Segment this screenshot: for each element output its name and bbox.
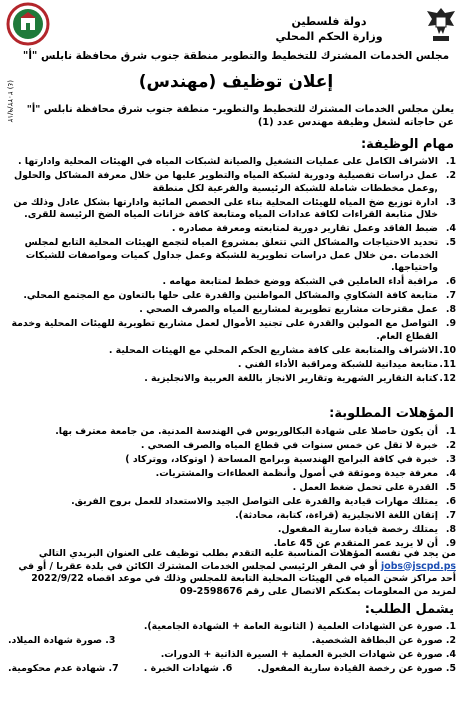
- qualifications-item: [8, 468, 456, 481]
- apply-text-before: من يجد في نفسه المؤهلات المناسبة عليه التقدم بطلب توظيف على العنوان البريدي التالي: [38, 548, 456, 559]
- item-number: 6.: [445, 496, 456, 507]
- requirement-item: 6. شهادات الخبرة .: [143, 663, 233, 674]
- duties-item: [8, 304, 456, 317]
- item-text: مراقبة أداء العاملين في الشبكة ووضع خطط لمتابعة مهامه .: [162, 276, 438, 287]
- apply-text-after: أو في المقر الرئيسي لمجلس الخدمات المشترك الكائن في بلدة عقربا / أو في أحد مراكز شحن المياه في الهيئات المحلية التابعة للمجلس وذلك في موعد اقصاه 2022/9/22 لمزيد من المعلومات يمكنكم الاتصال على رقم 2598676-09: [18, 560, 456, 597]
- duties-item: [8, 276, 456, 289]
- item-number: 4.: [445, 468, 456, 479]
- qualifications-item: [8, 524, 456, 537]
- requirement-item: 2. صورة عن البطاقة الشخصية.: [311, 635, 456, 646]
- requirement-item: 1. صورة عن الشهادات العلمية ( الثانوية العامة + الشهادة الجامعية).: [143, 621, 456, 632]
- qualifications-item: [8, 454, 456, 467]
- item-number: 7.: [445, 290, 456, 301]
- qualifications-heading: المؤهلات المطلوبة:: [329, 406, 454, 421]
- item-text: إتقان اللغة الانجليزية (قراءة، كتابة، محادثة).: [235, 510, 438, 521]
- requirement-row: [8, 649, 456, 660]
- announcement-title: إعلان توظيف (مهندس): [138, 72, 334, 92]
- qualifications-item: [8, 496, 456, 509]
- item-number: 4.: [445, 223, 456, 234]
- duties-item: [8, 156, 456, 169]
- item-number: 3.: [445, 454, 456, 465]
- item-number: 5.: [445, 482, 456, 493]
- item-number: 5.: [445, 237, 456, 248]
- item-number: 10.: [439, 344, 456, 356]
- item-text: الاشراف الكامل على عمليات التشغيل والصيانة لشبكات المياه في الهيئات المحلية وادارتها .: [17, 156, 438, 167]
- header: [254, 14, 404, 44]
- item-text: ادارة توزيع ضخ المياه للهيئات المحلية بناء على الحصص المائية وادارتها بشكل عادل وذلك من خلال متابعة القراءات لكافة عدادات المياه ومتابعة كافة خزانات المياه الضخ الرئيسة للقرى.: [13, 196, 438, 220]
- item-text: الاشراف والمتابعة على كافة مشاريع الحكم المحلي مع الهيئات المحلية .: [108, 344, 438, 356]
- item-number: 3.: [445, 196, 456, 208]
- duties-item: [8, 170, 456, 195]
- qualifications-item: [8, 426, 456, 439]
- item-number: 2.: [445, 440, 456, 451]
- duties-item: [8, 345, 456, 358]
- council-name: مجلس الخدمات المشترك للتخطيط والتطوير منطقة جنوب شرق محافظة نابلس "أ": [22, 50, 450, 62]
- requirement-row: [8, 621, 456, 632]
- item-number: 9.: [445, 318, 456, 329]
- requirement-item: 7. شهادة عدم محكومية.: [8, 663, 119, 674]
- duties-item: [8, 359, 456, 372]
- email-link[interactable]: jobs@jscpd.ps: [381, 560, 456, 572]
- requirement-row: [8, 663, 456, 674]
- requirement-item: 3. صورة شهادة الميلاد.: [8, 635, 116, 646]
- item-number: 7.: [445, 510, 456, 521]
- requirements-heading: يشمل الطلب:: [364, 602, 454, 617]
- duties-item: [8, 197, 456, 222]
- item-text: متابعة ميدانية للشبكة ومراقبة الأداء الفني .: [237, 358, 438, 370]
- duties-item: [8, 237, 456, 275]
- item-number: 1.: [445, 426, 456, 437]
- item-text: عمل دراسات تفصيلية ودورية لشبكة المياه والتطوير عليها من خلال معرفة المشاكل والحلول ,وعمل مخططات شاملة للشبكة الرئيسية والفرعية لكل منطقة: [13, 170, 438, 194]
- palestine-eagle-emblem: [424, 4, 458, 44]
- item-number: 8.: [445, 304, 456, 315]
- item-text: عمل مقترحات مشاريع تطويرية لمشاريع المياه والصرف الصحي .: [139, 304, 438, 315]
- duties-heading: مهام الوظيفة:: [360, 137, 454, 152]
- duties-item: [8, 318, 456, 343]
- item-number: 2.: [445, 170, 456, 181]
- item-number: 6.: [445, 276, 456, 287]
- qualifications-item: [8, 510, 456, 523]
- item-text: يمتلك رخصة قيادة سارية المفعول.: [277, 524, 438, 535]
- qualifications-item: [8, 482, 456, 495]
- item-text: معرفة جيدة وموثقة في أصول وأنظمة العطاءات والمشتريات.: [155, 468, 438, 479]
- item-text: التواصل مع المولين والقدرة على تجنيد الأموال لعمل مشاريع تطويرية للهيئات المحلية وخدمة القطاع العام.: [11, 318, 438, 342]
- duties-item: [8, 373, 456, 386]
- duties-item: [8, 290, 456, 303]
- reference-number: ٢٠٢٢/٩/١٢ (٤): [6, 79, 14, 123]
- duties-item: [8, 223, 456, 236]
- ministry-name: وزارة الحكم المحلي: [275, 30, 383, 43]
- qualifications-list: [8, 426, 456, 552]
- item-text: أن يكون حاصلا على شهادة البكالوريوس في الهندسة المدنية. من جامعة معترف بها.: [55, 426, 438, 437]
- item-number: 1.: [445, 156, 456, 167]
- requirement-item: 4. صورة عن شهادات الخبرة العملية + السيرة الذاتية + الدورات.: [160, 649, 456, 660]
- item-text: تحديد الاحتياجات والمشاكل التي تتعلق بمشروع المياه لتجمع الهيئات المحلية التابع لمجلس الخدمات .من خلال عمل دراسات تطويرية للشبكة وعمل جداول كميات ومواصفات للشبكات واحتياجها.: [24, 237, 438, 273]
- requirement-row: [8, 635, 456, 646]
- item-number: 8.: [445, 524, 456, 535]
- item-text: خبرة في كافة البرامج الهندسية وبرامج المساحة ( اوتوكاد، ووتركاد ): [125, 454, 438, 465]
- intro-paragraph: يعلن مجلس الخدمات المشترك للتخطيط والتطوير- منطقة جنوب شرق محافظة نابلس "أ" عن حاجاته لشغل وظيفة مهندس عدد (1): [26, 104, 454, 128]
- item-text: خبرة لا تقل عن خمس سنوات في قطاع المياه والصرف الصحي .: [140, 440, 438, 451]
- item-text: أن لا يزيد عمر المتقدم عن 45 عاما.: [273, 538, 438, 549]
- item-number: 11.: [439, 358, 456, 370]
- item-number: 9.: [445, 538, 456, 549]
- item-text: كتابة التقارير الشهرية وتقارير الانجاز باللغة العربية والانجليزية .: [144, 372, 438, 384]
- duties-list: [8, 156, 456, 387]
- item-text: يمتلك مهارات قيادية والقدرة على التواصل الجيد والاستعداد للعمل بروح الفريق.: [71, 496, 438, 507]
- requirement-item: 5. صورة عن رخصة القيادة سارية المفعول.: [257, 663, 456, 674]
- requirements-list: [8, 621, 456, 677]
- application-instructions: [8, 548, 456, 598]
- item-number: 12.: [439, 372, 456, 384]
- country-name: دولة فلسطين: [291, 15, 367, 28]
- item-text: ضبط الفاقد وعمل تقارير دورية لمتابعته ومعرفة مصادره .: [171, 223, 438, 234]
- ministry-logo: [6, 2, 50, 46]
- qualifications-item: [8, 440, 456, 453]
- item-text: القدرة على تحمل ضغط العمل .: [292, 482, 438, 493]
- item-text: متابعة كافة الشكاوي والمشاكل المواطنين والقدرة على حلها بالتعاون مع المجتمع المحلي.: [23, 290, 438, 301]
